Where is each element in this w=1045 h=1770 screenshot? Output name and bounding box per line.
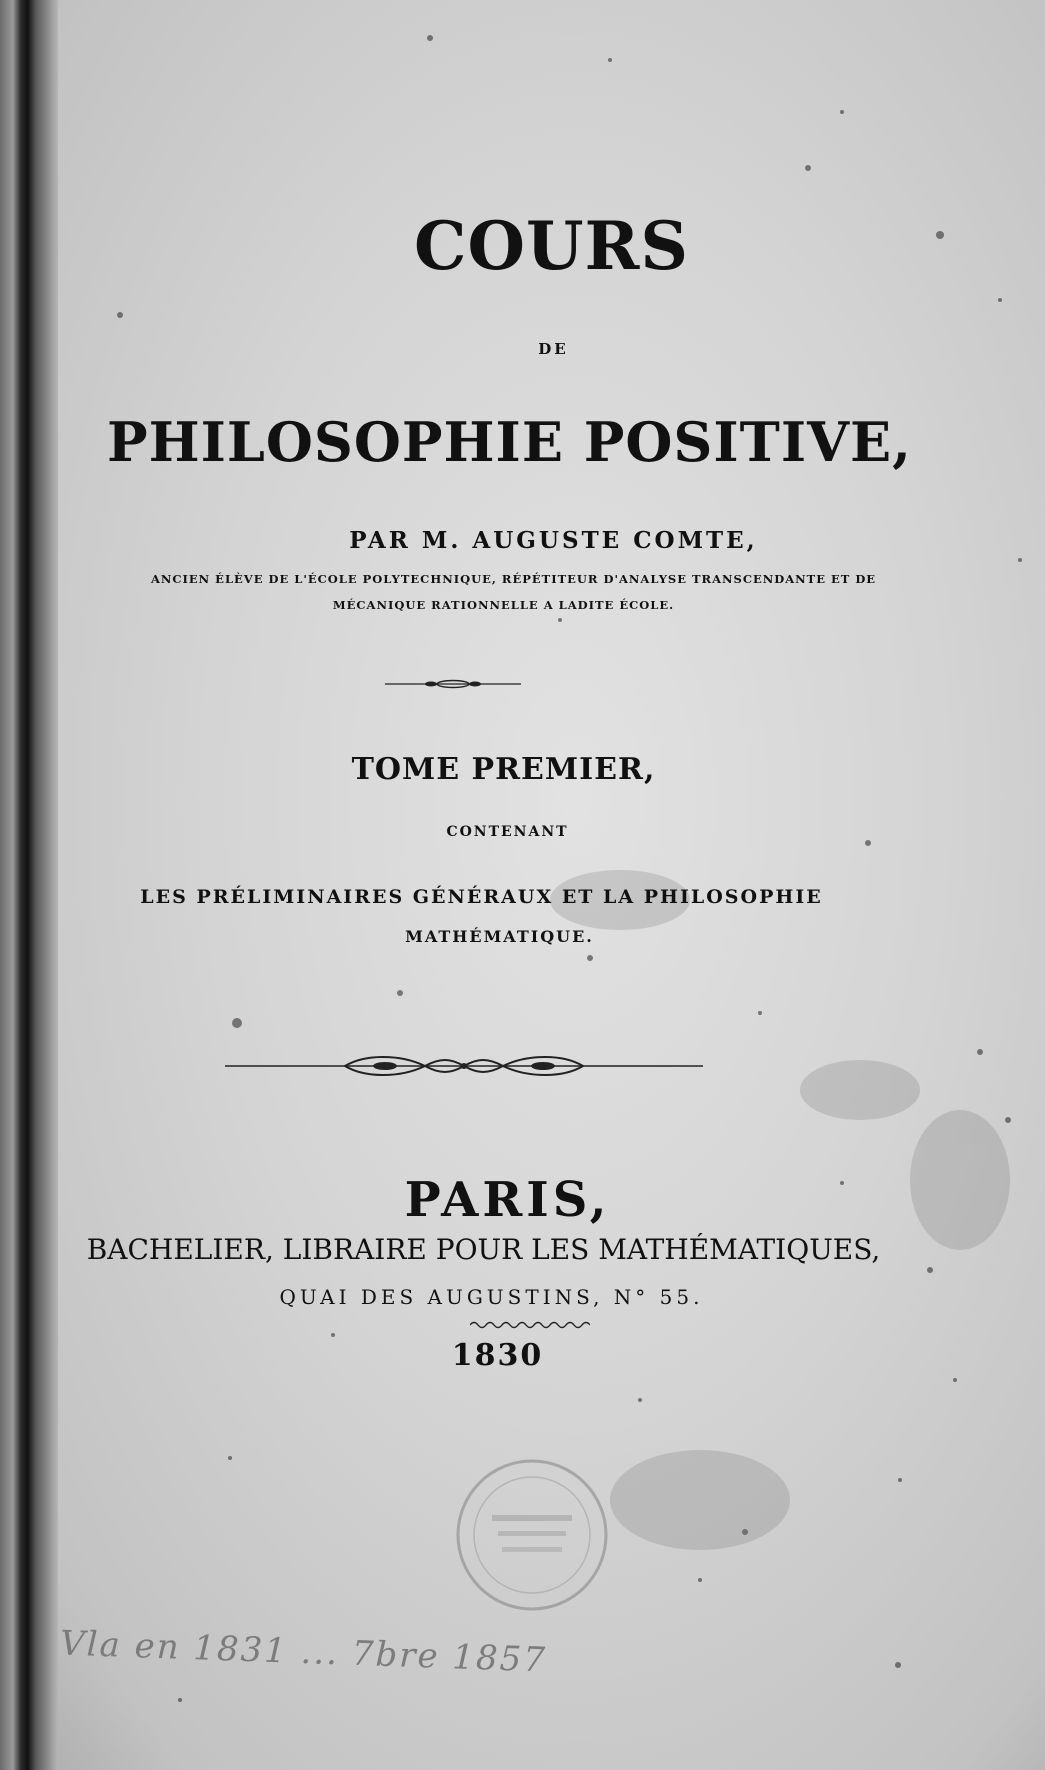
title-philosophie-positive: PHILOSOPHIE POSITIVE,: [107, 410, 912, 474]
title-de: DE: [538, 340, 569, 358]
author-line: PAR M. AUGUSTE COMTE,: [349, 527, 758, 554]
small-ornament-rule: [385, 678, 521, 690]
author-credentials-line2: MÉCANIQUE RATIONNELLE A LADITE ÉCOLE.: [332, 598, 675, 612]
contents-line2: MATHÉMATIQUE.: [405, 927, 594, 946]
volume-heading: TOME PREMIER,: [351, 752, 656, 787]
imprint-address: QUAI DES AUGUSTINS, N° 55.: [279, 1285, 704, 1309]
library-stamp: [452, 1455, 612, 1615]
title-cours: COURS: [413, 207, 690, 285]
imprint-city: PARIS,: [404, 1172, 611, 1228]
publication-year: 1830: [451, 1338, 544, 1373]
large-ornament-rule: [225, 1054, 703, 1076]
wavy-rule: [470, 1320, 590, 1330]
author-credentials-line1: ANCIEN ÉLÈVE DE L'ÉCOLE POLYTECHNIQUE, RÉPÉTITEUR D'ANALYSE TRANSCENDANTE ET DE: [150, 572, 877, 586]
handwritten-annotation: Vla en 1831 ... 7bre 1857: [59, 1623, 548, 1681]
contents-intro: CONTENANT: [446, 824, 569, 840]
imprint-publisher: BACHELIER, LIBRAIRE POUR LES MATHÉMATIQUES,: [86, 1233, 881, 1266]
contents-line1: LES PRÉLIMINAIRES GÉNÉRAUX ET LA PHILOSOPHIE: [140, 886, 823, 908]
book-spine-shadow: [0, 0, 58, 1770]
